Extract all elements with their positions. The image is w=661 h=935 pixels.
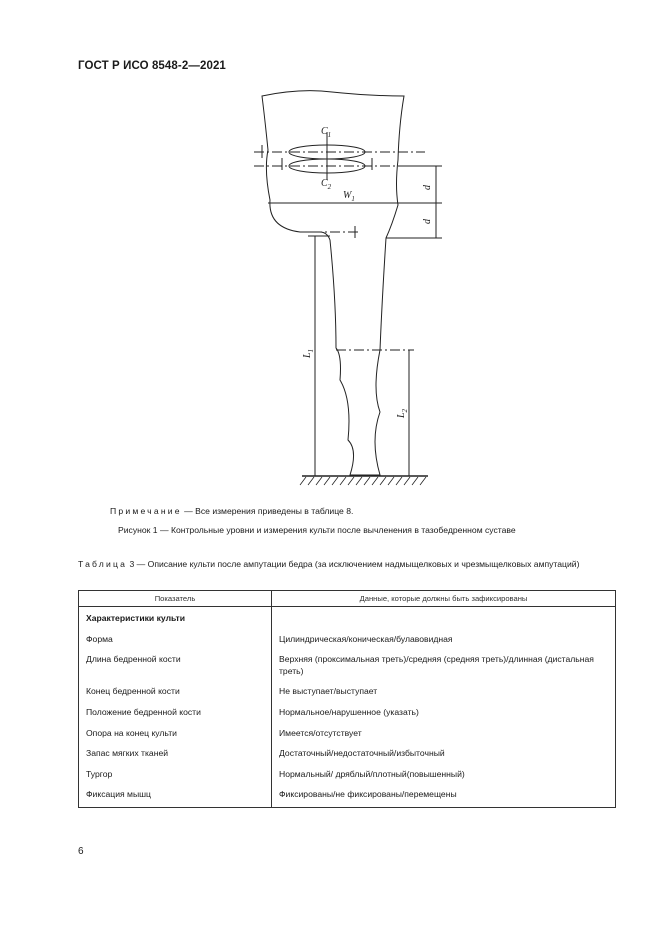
table-row: Форма Цилиндрическая/коническая/булавовидная <box>79 631 616 652</box>
stump-description-table <box>78 590 616 808</box>
table-title-text: 3 — Описание культи после ампутации бедра (за исключением надмыщелковых и чрезмыщелковых ампутаций) <box>127 559 580 569</box>
label-d-lower: d <box>422 219 433 224</box>
table-row: Конец бедренной кости Не выступает/выступает <box>79 683 616 704</box>
table-row: Положение бедренной кости Нормальное/нарушенное (указать) <box>79 704 616 725</box>
label-l1: $L_1$ <box>302 348 315 358</box>
label-c1: $C_1$ <box>321 126 332 139</box>
table-row: Запас мягких тканей Достаточный/недостаточный/избыточный <box>79 745 616 766</box>
label-d-upper: d <box>422 185 433 190</box>
note-text: — Все измерения приведены в таблице 8. <box>181 506 354 516</box>
column-header-indicator: Показатель <box>79 591 272 607</box>
table-row: Опора на конец культи Имеется/отсутствует <box>79 725 616 746</box>
column-header-data: Данные, которые должны быть зафиксированы <box>272 591 616 607</box>
section-title: Характеристики культи <box>79 607 272 631</box>
table-title <box>78 558 618 571</box>
document-header: ГОСТ Р ИСО 8548-2—2021 <box>78 60 226 72</box>
note-prefix: Примечание <box>110 506 182 516</box>
label-c2: $C_2$ <box>321 178 332 191</box>
table-row: Фиксация мышц Фиксированы/не фиксированы/перемещены <box>79 786 616 807</box>
stump-outline <box>262 91 404 475</box>
table-row: Длина бедренной кости Верхняя (проксимальная треть)/средняя (средняя треть)/длинная (дистальная треть) <box>79 651 616 683</box>
table-row: Тургор Нормальный/ дряблый/плотный(повышенный) <box>79 766 616 787</box>
label-w1: $W_1$ <box>343 190 355 203</box>
table-title-prefix: Таблица <box>78 559 128 569</box>
label-l2: $L_2$ <box>396 408 409 418</box>
figure-note <box>110 506 353 516</box>
section-row <box>79 607 616 631</box>
page-number: 6 <box>78 846 84 857</box>
figure-caption: Рисунок 1 — Контрольные уровни и измерения культи после вычленения в тазобедренном суставе <box>118 525 516 535</box>
